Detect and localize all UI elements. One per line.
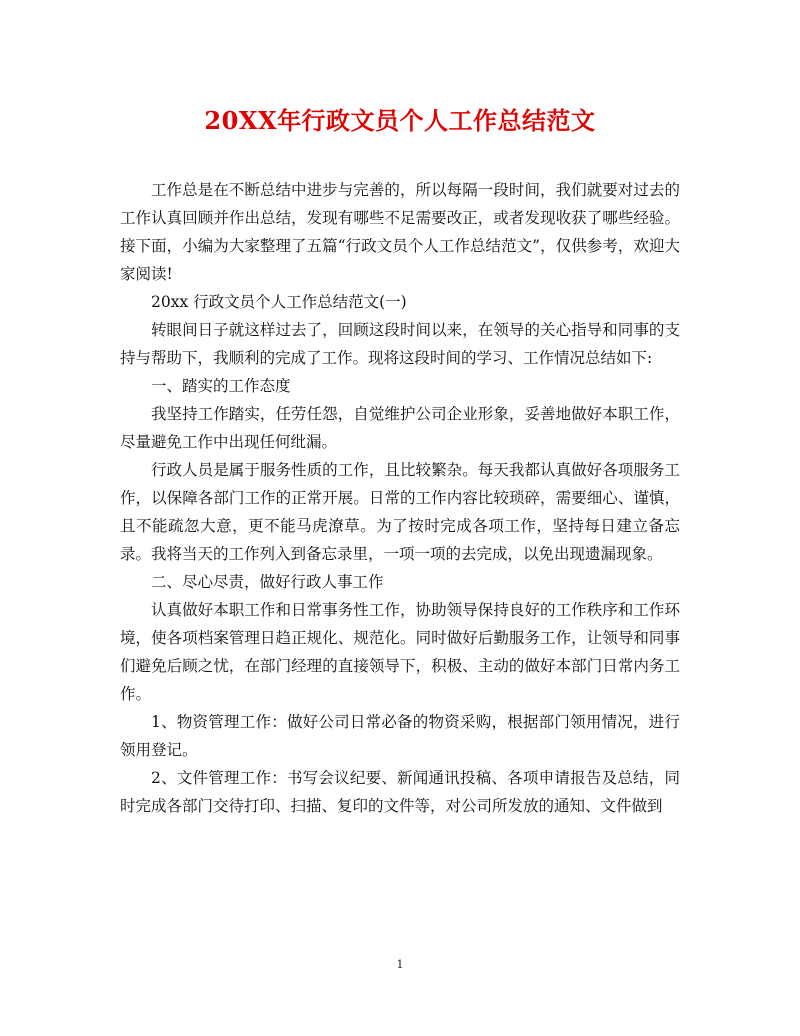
administrative-service-paragraph: 行政人员是属于服务性质的工作，且比较繁杂。每天我都认真做好各项服务工作，以保障各部门工作的正常开展。日常的工作内容比较琐碎，需要细心、谨慎，且不能疏忽大意，更不能马虎潦草。为了按时完成各项工作，坚持每日建立备忘录。我将当天的工作列入到备忘录里，一项一项的去完成，以免出现遗漏现象。 [120,461,680,563]
document-body [120,176,680,820]
intro-paragraph: 工作总是在不断总结中进步与完善的，所以每隔一段时间，我们就要对过去的工作认真回顾并作出总结，发现有哪些不足需要改正，或者发现收获了哪些经验。接下面，小编为大家整理了五篇“行政文员个人工作总结范文”，仅供参考，欢迎大家阅读! [120,181,680,283]
opening-paragraph: 转眼间日子就这样过去了，回顾这段时间以来，在领导的关心指导和同事的支持与帮助下，我顺利的完成了工作。现将这段时间的学习、工作情况总结如下: [120,321,680,367]
page-number: 1 [396,958,404,971]
file-management-item: 2、文件管理工作：书写会议纪要、新闻通讯投稿、各项申请报告及总结，同时完成各部门交待打印、扫描、复印的文件等，对公司所发放的通知、文件做到 [120,769,680,815]
work-attitude-paragraph: 我坚持工作踏实，任劳任怨，自觉维护公司企业形象，妥善地做好本职工作，尽量避免工作中出现任何纰漏。 [120,405,680,451]
section-heading-work-attitude: 一、踏实的工作态度 [151,377,291,395]
material-management-item: 1、物资管理工作：做好公司日常必备的物资采购，根据部门领用情况，进行领用登记。 [120,713,680,759]
admin-personnel-paragraph: 认真做好本职工作和日常事务性工作，协助领导保持良好的工作秩序和工作环境，使各项档案管理日趋正规化、规范化。同时做好后勤服务工作，让领导和同事们避免后顾之忧，在部门经理的直接领导下，积极、主动的做好本部门日常内务工作。 [120,601,680,703]
section-heading-admin-personnel: 二、尽心尽责，做好行政人事工作 [151,573,384,591]
document-title: 20XX年行政文员个人工作总结范文 [204,106,596,135]
section-heading-example-one: 20xx 行政文员个人工作总结范文(一) [151,293,407,311]
